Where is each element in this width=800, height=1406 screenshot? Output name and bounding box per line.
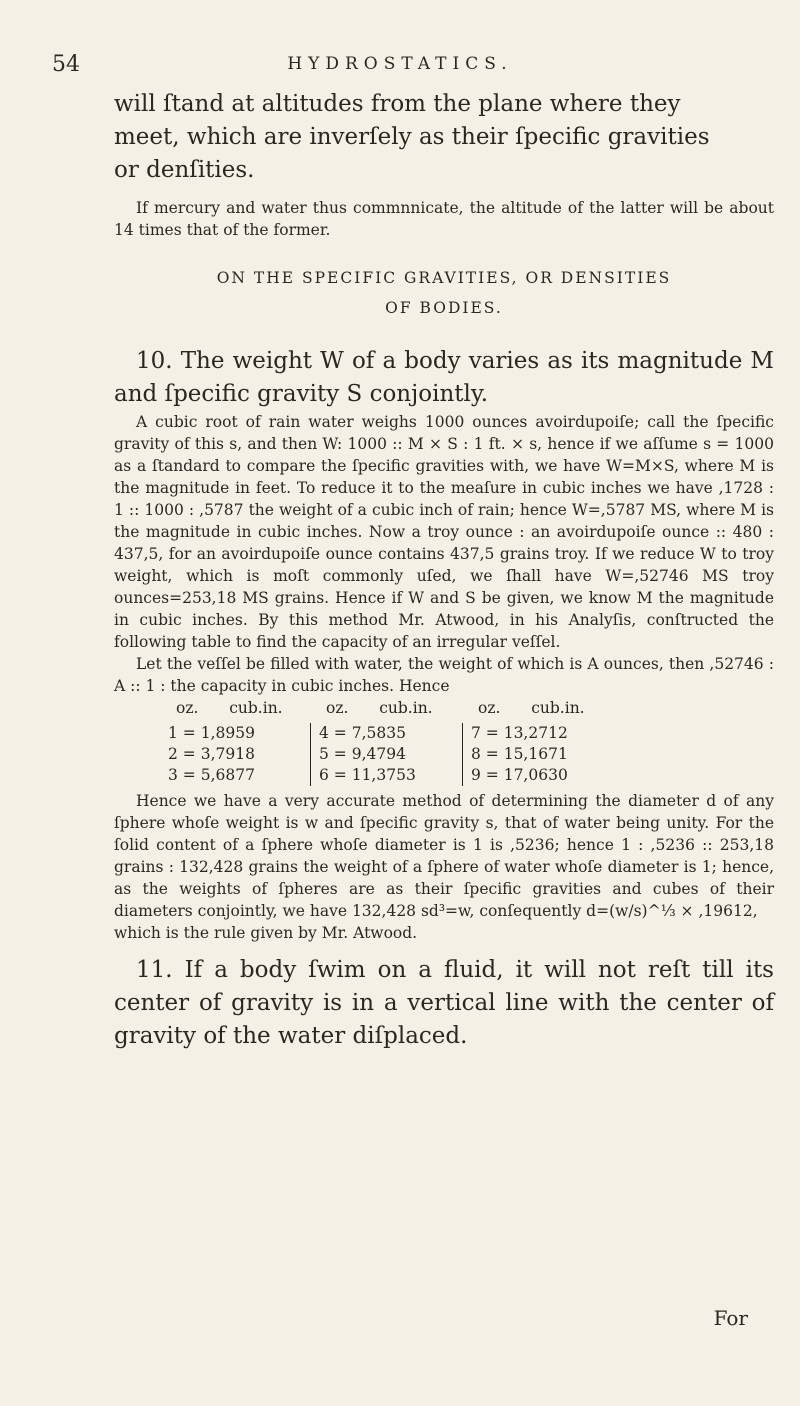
table-cell: 3 = 5,6877	[168, 766, 255, 784]
table-cell: 2 = 3,7918	[168, 745, 255, 763]
capacity-table	[160, 723, 774, 786]
prop10-paragraph-2: Let the veſſel be filled with water, the weight of which is A ounces, then ,52746 : A :: 1 : the capacity in cubic inches. Hence	[114, 655, 774, 695]
table-cell: 9 = 17,0630	[471, 766, 568, 784]
section-heading	[114, 263, 774, 323]
table-cell: 7 = 13,2712	[471, 724, 568, 742]
page-body	[114, 88, 774, 1053]
proposition-10: 10. The weight W of a body varies as its magnitude M and ſpecific gravity S conjointly.	[114, 348, 774, 407]
table-cell: 8 = 15,1671	[471, 745, 568, 763]
opening-line-3: or denſities.	[114, 157, 255, 183]
opening-line-1: will ſtand at altitudes from the plane where they	[114, 91, 681, 117]
table-header-col-3: oz. cub.in.	[478, 699, 585, 717]
running-title: HYDROSTATICS.	[287, 54, 513, 74]
table-cell: 6 = 11,3753	[319, 766, 416, 784]
table-cell: 1 = 1,8959	[168, 724, 255, 742]
table-column-2	[310, 723, 462, 786]
table-column-3	[462, 723, 612, 786]
table-cell: 4 = 7,5835	[319, 724, 406, 742]
proposition-11: 11. If a body ſwim on a fluid, it will not reſt till its center of gravity is in a vertical line with the center of gravity of the water diſplaced.	[114, 957, 774, 1049]
capacity-table-header	[160, 697, 774, 719]
page-number: 54	[52, 52, 80, 77]
catchword: For	[713, 1306, 748, 1330]
section-heading-line-1: ON THE SPECIFIC GRAVITIES, OR DENSITIES	[216, 269, 672, 287]
opening-line-2: meet, which are inverſely as their ſpecific gravities	[114, 124, 710, 150]
table-cell: 5 = 9,4794	[319, 745, 406, 763]
prop10-paragraph-1: A cubic root of rain water weighs 1000 ounces avoirdupoiſe; call the ſpecific gravity of this s, and then W: 1000 :: M × S : 1 ft. × s, hence if we aſſume s = 1000 as a ſtandard to compare the ſpecific gravities with, we have W=M×S, where M is the magnitude in feet. To reduce it to the meaſure in cubic inches we have ,1728 : 1 :: 1000 : ,5787 the weight of a cubic inch of rain; hence W=,5787 MS, where M is the magnitude in cubic inches. Now a troy ounce : an avoirdupoiſe ounce :: 480 : 437,5, for an avoirdupoiſe ounce contains 437,5 grains troy. If we reduce W to troy weight, which is moſt commonly uſed, we ſhall have W=,52746 MS troy ounces=253,18 MS grains. Hence if W and S be given, we know M the magnitude in cubic inches. By this method Mr. Atwood, in his Analyſis, conſtructed the following table to find the capacity of an irregular veſſel.	[114, 413, 774, 651]
mercury-note: If mercury and water thus commnnicate, the altitude of the latter will be about 14 times that of the former.	[114, 199, 774, 239]
prop10-paragraph-4: which is the rule given by Mr. Atwood.	[114, 924, 418, 942]
table-header-col-2: oz. cub.in.	[326, 699, 433, 717]
prop10-paragraph-3: Hence we have a very accurate method of determining the diameter d of any ſphere whoſe weight is w and ſpecific gravity s, that of water being unity. For the ſolid content of a ſphere whoſe diameter is 1 is ,5236; hence 1 : ,5236 :: 253,18 grains : 132,428 grains the weight of a ſphere of water whoſe diameter is 1; hence, as the weights of ſpheres are as their ſpecific gravities and cubes of their diameters conjointly, we have 132,428 sd³=w, conſequently d=(w/s)^⅓ × ,19612,	[114, 792, 774, 920]
table-column-1	[160, 723, 310, 786]
table-header-col-1: oz. cub.in.	[176, 699, 283, 717]
page-header	[40, 52, 760, 82]
section-heading-line-2: OF BODIES.	[385, 299, 503, 317]
